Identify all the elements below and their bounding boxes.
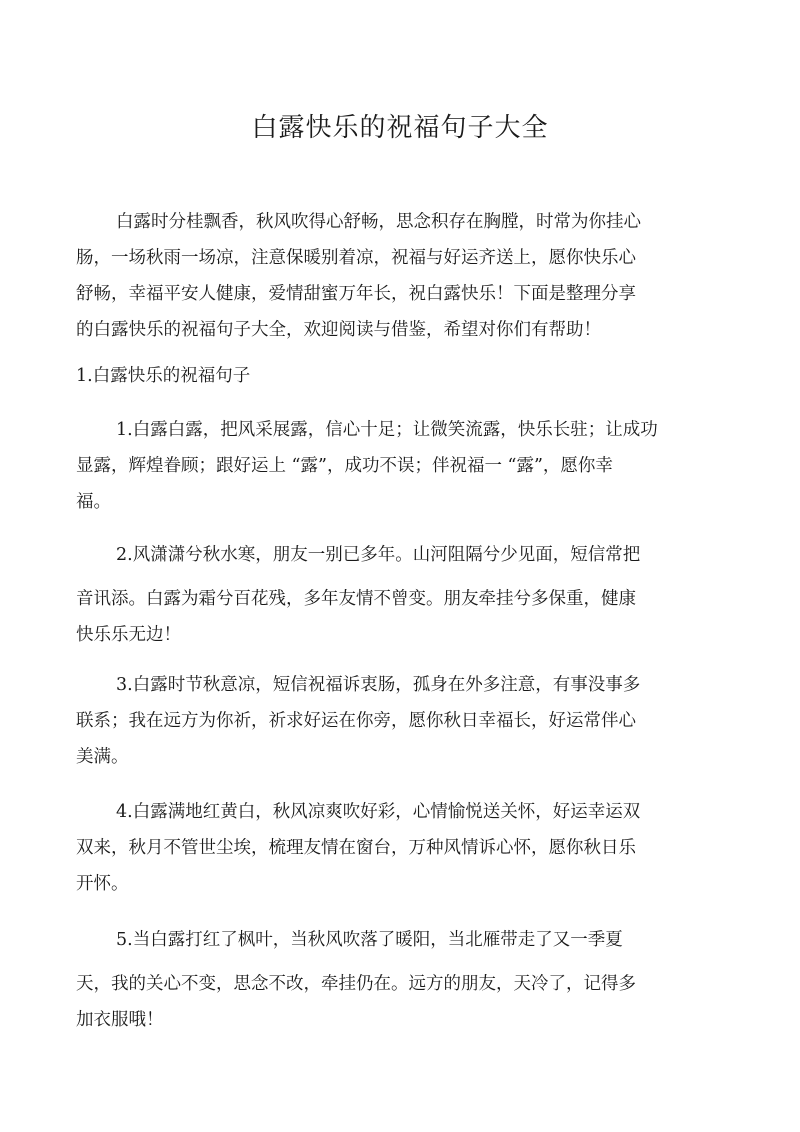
wish-line: 联系；我在远方为你祈，祈求好运在你旁，愿你秋日幸福长，好运常伴心 [76, 711, 636, 731]
wish-line: 5.当白露打红了枫叶，当秋风吹落了暖阳，当北雁带走了又一季夏 [116, 930, 623, 950]
wish-line: 美满。 [76, 747, 129, 767]
section-heading: 1.白露快乐的祝福句子 [76, 366, 251, 386]
wish-item-1 [76, 412, 676, 520]
wish-line: 加衣服哦！ [76, 1010, 164, 1030]
wish-line: 音讯添。白露为霜兮百花残，多年友情不曾变。朋友牵挂兮多保重，健康 [76, 589, 636, 609]
wish-line: 天，我的关心不变，思念不改，牵挂仍在。远方的朋友，天冷了，记得多 [76, 974, 636, 994]
document-title: 白露快乐的祝福句子大全 [251, 113, 549, 143]
intro-line: 的白露快乐的祝福句子大全，欢迎阅读与借鉴，希望对你们有帮助！ [76, 320, 601, 340]
wish-line: 1.白露白露，把风采展露，信心十足；让微笑流露，快乐长驻；让成功 [116, 420, 658, 440]
wish-line: 双来，秋月不管世尘埃，梳理友情在窗台，万种风情诉心怀，愿你秋日乐 [76, 838, 636, 858]
intro-paragraph [76, 204, 676, 348]
wish-item-5 [76, 922, 676, 1038]
intro-line: 白露时分桂飘香，秋风吹得心舒畅，思念积存在胸膛，时常为你挂心 [116, 212, 641, 232]
wish-line: 3.白露时节秋意凉，短信祝福诉衷肠，孤身在外多注意，有事没事多 [116, 675, 641, 695]
wish-line: 2.风潇潇兮秋水寒，朋友一别已多年。山河阻隔兮少见面，短信常把 [116, 545, 641, 565]
wish-line: 福。 [76, 492, 111, 512]
wish-line: 4.白露满地红黄白，秋风凉爽吹好彩，心情愉悦送关怀，好运幸运双 [116, 802, 641, 822]
intro-line: 舒畅，幸福平安人健康，爱情甜蜜万年长，祝白露快乐！下面是整理分享 [76, 284, 636, 304]
wish-line: 开怀。 [76, 874, 129, 894]
wish-item-3 [76, 667, 676, 775]
wish-line: 显露，辉煌眷顾；跟好运上 “露”，成功不误；伴祝福一 “露”，愿你幸 [76, 456, 613, 476]
wish-line: 快乐乐无边！ [76, 625, 181, 645]
wish-item-4 [76, 794, 676, 902]
intro-line: 肠，一场秋雨一场凉，注意保暖别着凉，祝福与好运齐送上，愿你快乐心 [76, 248, 636, 268]
wish-item-2 [76, 537, 676, 653]
